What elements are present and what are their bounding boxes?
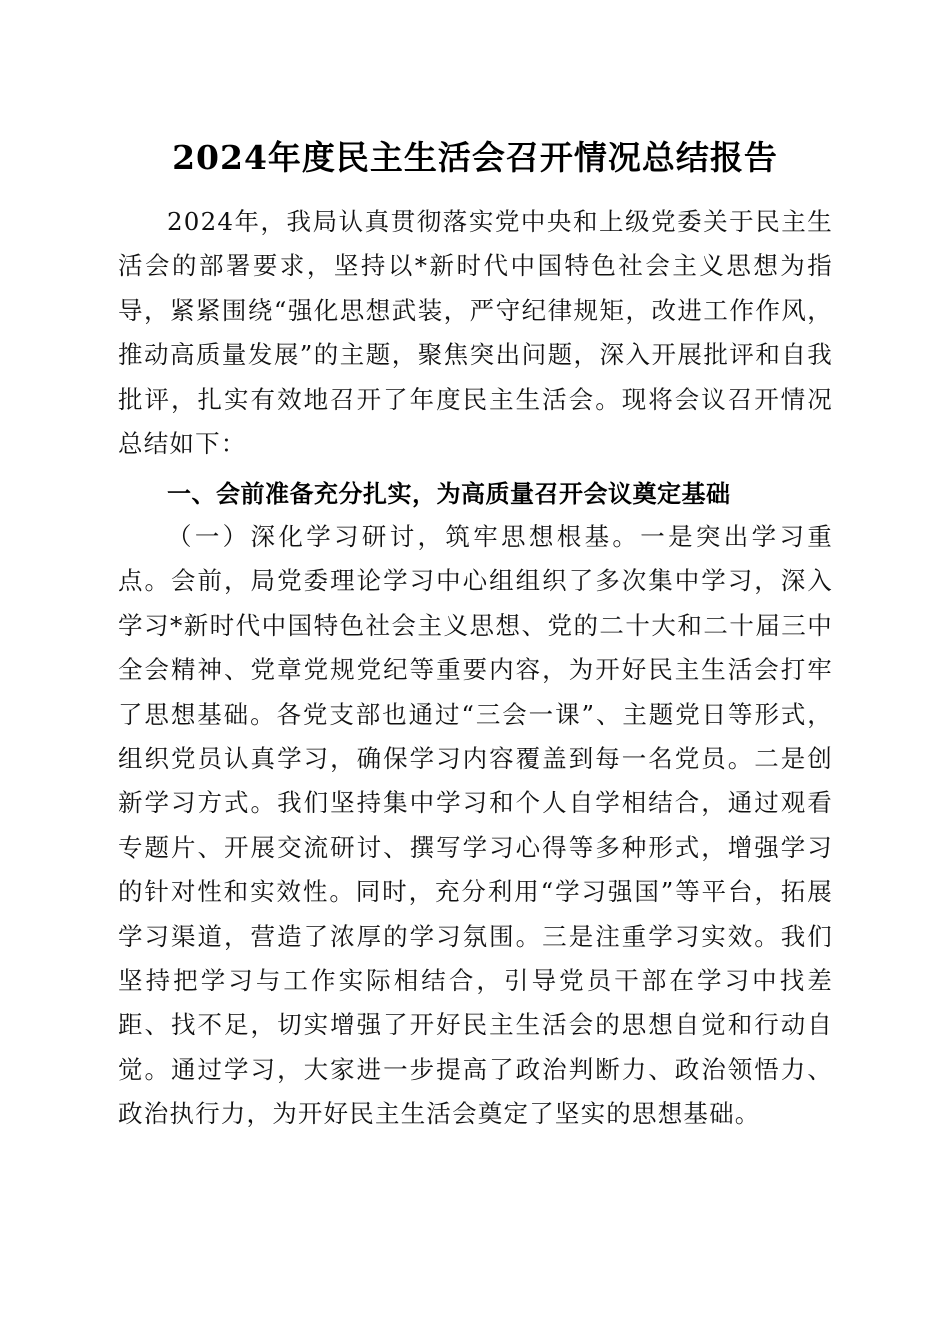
document-title: 2024年度民主生活会召开情况总结报告 xyxy=(172,138,778,177)
intro-paragraph: 2024年，我局认真贯彻落实党中央和上级党委关于民主生活会的部署要求，坚持以*新时代中国特色社会主义思想为指导，紧紧围绕“强化思想武装，严守纪律规矩，改进工作作风，推动高质量发展”的主题，聚焦突出问题，深入开展批评和自我批评，扎实有效地召开了年度民主生活会。现将会议召开情况总结如下： xyxy=(118,207,833,459)
section-heading-1: 一、会前准备充分扎实，为高质量召开会议奠定基础 xyxy=(167,480,731,508)
section-1-item-1-paragraph: （一）深化学习研讨，筑牢思想根基。一是突出学习重点。会前，局党委理论学习中心组组织了多次集中学习，深入学习*新时代中国特色社会主义思想、党的二十大和二十届三中全会精神、党章党规党纪等重要内容，为开好民主生活会打牢了思想基础。各党支部也通过“三会一课”、主题党日等形式，组织党员认真学习，确保学习内容覆盖到每一名党员。二是创新学习方式。我们坚持集中学习和个人自学相结合，通过观看专题片、开展交流研讨、撰写学习心得等多种形式，增强学习的针对性和实效性。同时，充分利用“学习强国”等平台，拓展学习渠道，营造了浓厚的学习氛围。三是注重学习实效。我们坚持把学习与工作实际相结合，引导党员干部在学习中找差距、找不足，切实增强了开好民主生活会的思想自觉和行动自觉。通过学习，大家进一步提高了政治判断力、政治领悟力、政治执行力，为开好民主生活会奠定了坚实的思想基础。 xyxy=(118,522,833,1129)
